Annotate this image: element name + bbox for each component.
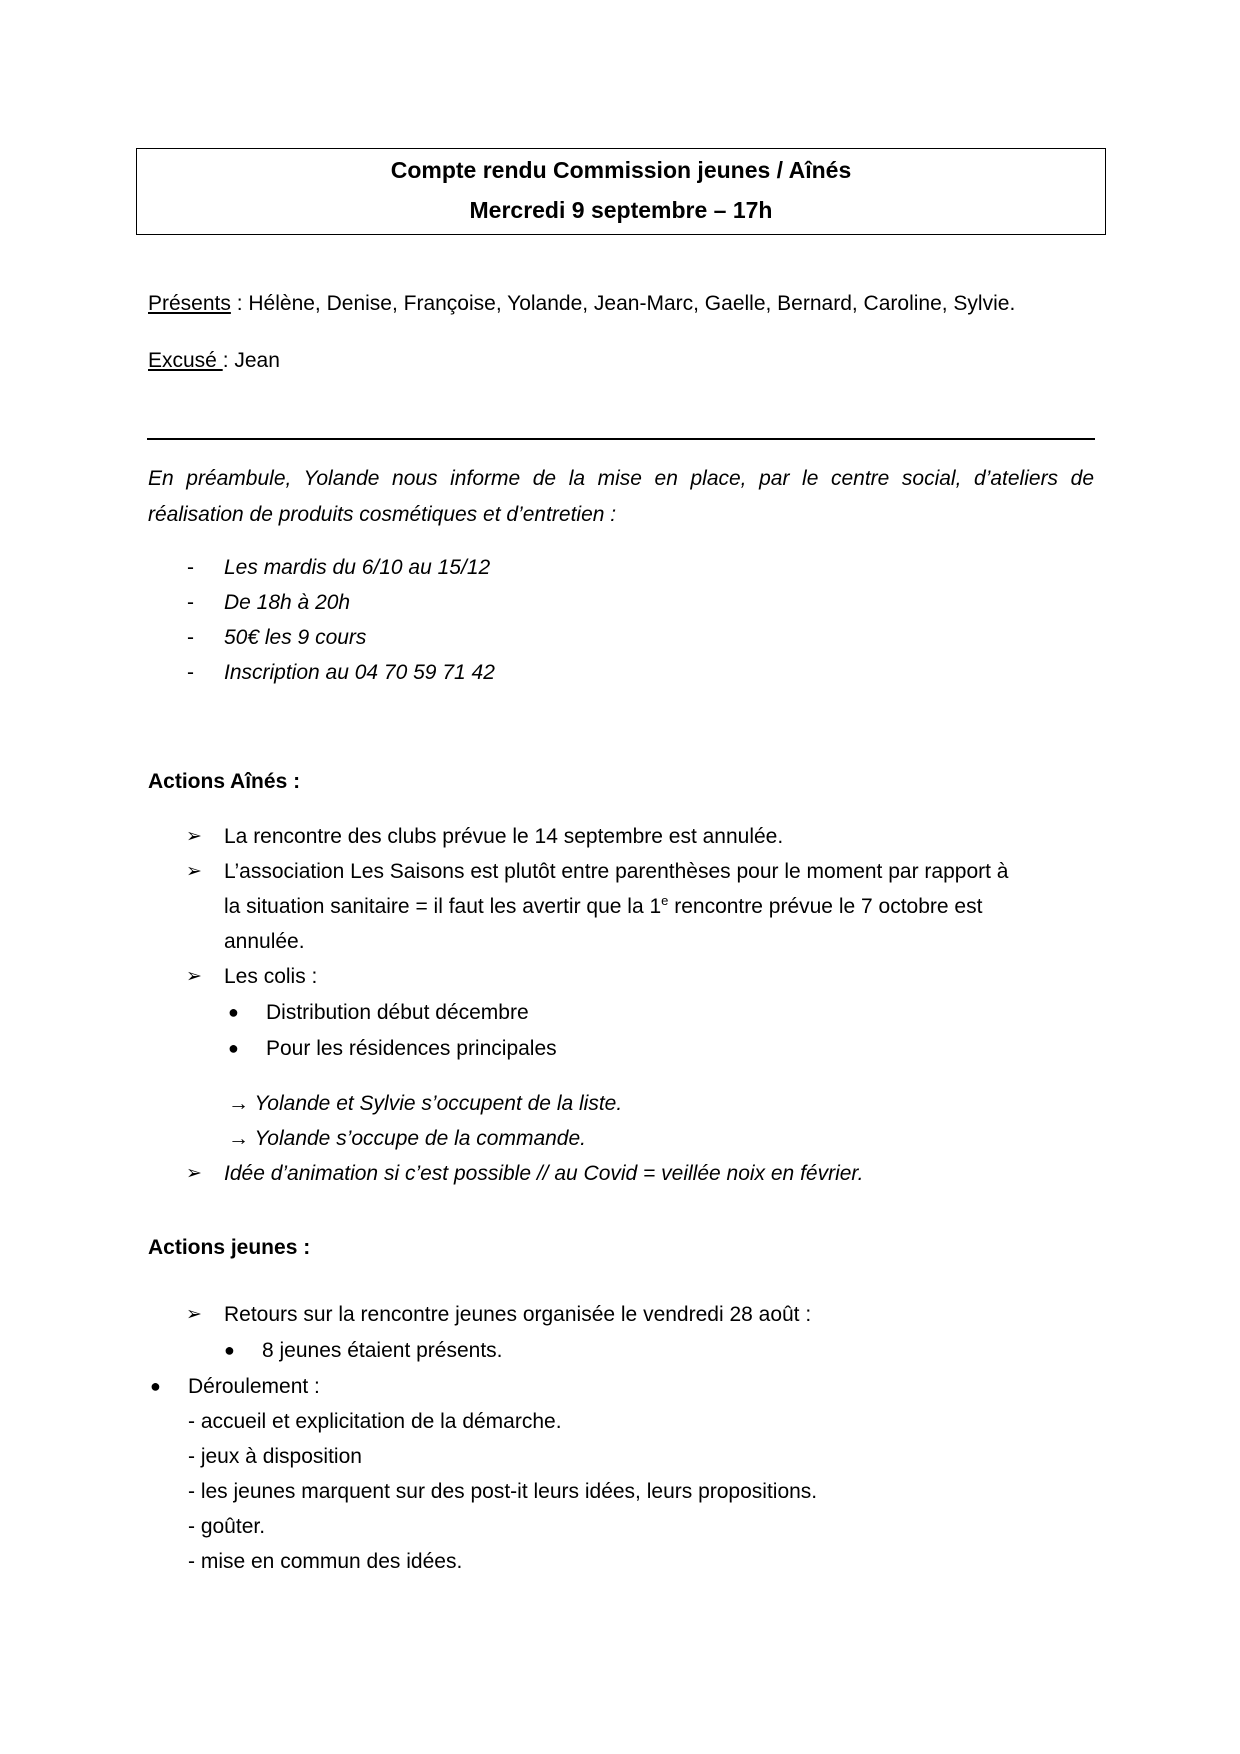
arrow-bullet-icon: ➢ — [186, 1304, 202, 1325]
title-box — [136, 148, 1106, 235]
dash-bullet: - — [187, 661, 194, 684]
section-heading-aines: Actions Aînés : — [148, 770, 301, 793]
section-heading-jeunes: Actions jeunes : — [148, 1236, 311, 1259]
round-bullet-icon: ● — [228, 1002, 239, 1022]
list-item: Inscription au 04 70 59 71 42 — [224, 661, 495, 684]
aines-item-saisons-line-2: la situation sanitaire = il faut les avertir que la 1e rencontre prévue le 7 octobre est — [224, 893, 983, 918]
aines-item-saisons-line-1: L’association Les Saisons est plutôt entre parenthèses pour le moment par rapport à — [224, 860, 1009, 883]
arrow-bullet-icon: ➢ — [186, 861, 202, 882]
round-bullet-icon: ● — [224, 1340, 235, 1360]
dash-bullet: - — [187, 591, 194, 614]
list-item: 50€ les 9 cours — [224, 626, 367, 649]
round-bullet-icon: ● — [228, 1038, 239, 1058]
attendance-present — [148, 292, 1015, 316]
present-label: Présents — [148, 292, 231, 315]
list-item: - jeux à disposition — [188, 1445, 362, 1468]
colis-sub-item: Pour les résidences principales — [266, 1037, 557, 1060]
jeunes-sub-item-presents: 8 jeunes étaient présents. — [262, 1339, 503, 1362]
colis-note-commande: → Yolande s’occupe de la commande. — [228, 1127, 587, 1150]
list-item: - les jeunes marquent sur des post-it leurs idées, leurs propositions. — [188, 1480, 818, 1503]
list-item: - goûter. — [188, 1515, 266, 1538]
aines-item-colis: Les colis : — [224, 965, 318, 988]
document-title: Compte rendu Commission jeunes / Aînés — [390, 157, 852, 183]
colis-sub-item: Distribution début décembre — [266, 1001, 529, 1024]
round-bullet-icon: ● — [150, 1376, 161, 1396]
list-item: - mise en commun des idées. — [188, 1550, 463, 1573]
excused-label: Excusé — [148, 349, 223, 372]
attendance-excused — [148, 349, 280, 373]
excused-names: : Jean — [222, 349, 280, 372]
dash-bullet: - — [187, 556, 194, 579]
list-item: - accueil et explicitation de la démarche. — [188, 1410, 562, 1433]
list-item: De 18h à 20h — [224, 591, 351, 614]
present-names: : Hélène, Denise, Françoise, Yolande, Jean-Marc, Gaelle, Bernard, Caroline, Sylvie. — [230, 292, 1016, 315]
deroulement-label: Déroulement : — [188, 1375, 320, 1398]
dash-bullet: - — [187, 626, 194, 649]
arrow-bullet-icon: ➢ — [186, 966, 202, 987]
preamble-line-1: En préambule, Yolande nous informe de la mise en place, par le centre social, d’ateliers de — [148, 467, 1094, 490]
arrow-bullet-icon: ➢ — [186, 826, 202, 847]
aines-item-saisons-line-3: annulée. — [224, 930, 305, 953]
colis-note-liste: → Yolande et Sylvie s’occupent de la liste. — [228, 1092, 623, 1115]
list-item: Les mardis du 6/10 au 15/12 — [224, 556, 491, 579]
separator-rule — [147, 438, 1095, 440]
aines-item-clubs: La rencontre des clubs prévue le 14 septembre est annulée. — [224, 825, 784, 848]
document-subtitle-date: Mercredi 9 septembre – 17h — [469, 197, 773, 223]
aines-item-animation: Idée d’animation si c’est possible // au Covid = veillée noix en février. — [224, 1162, 864, 1185]
arrow-bullet-icon: ➢ — [186, 1163, 202, 1184]
preamble-line-2: réalisation de produits cosmétiques et d’entretien : — [148, 503, 617, 526]
jeunes-item-retours: Retours sur la rencontre jeunes organisée le vendredi 28 août : — [224, 1303, 812, 1326]
